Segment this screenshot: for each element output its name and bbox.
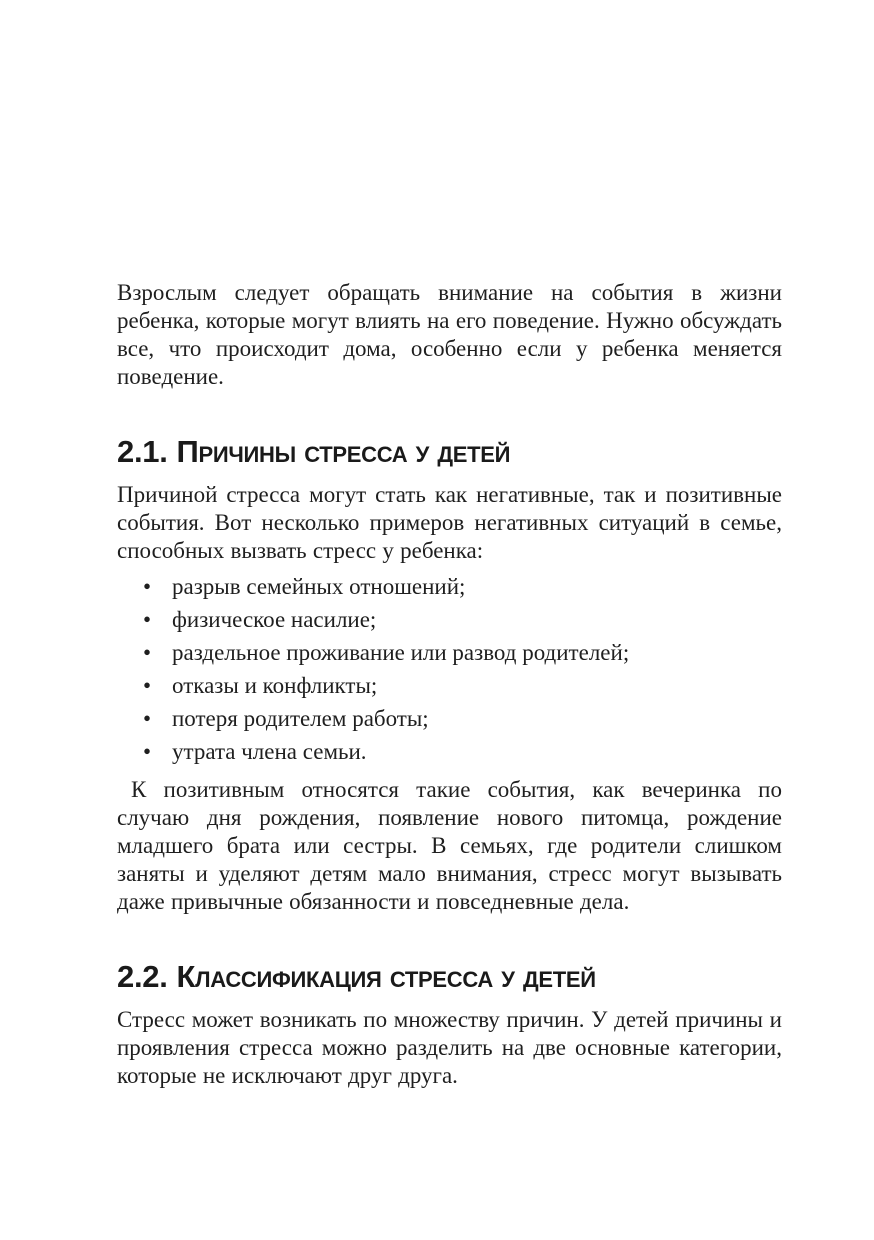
section-title: Причины стресса у детей <box>176 434 511 469</box>
section-number: 2.1. <box>117 434 168 469</box>
section-heading-2-1 <box>117 433 782 471</box>
list-item: • раздельное проживание или развод родителей; <box>117 639 782 667</box>
section-number: 2.2. <box>117 959 168 994</box>
section-heading-2-2 <box>117 958 782 996</box>
positive-events-paragraph: К позитивным относятся такие события, как вечеринка по случаю дня рождения, появление нового питомца, рождение младшего брата или сестры. В семьях, где родители слишком заняты и уделяют детям мало внимания, стресс могут вызывать даже привычные обязанности и повседневные дела. <box>117 777 782 914</box>
list-item: • физическое насилие; <box>117 606 782 634</box>
section-2-2-intro-paragraph: Стресс может возникать по множеству причин. У детей причины и проявления стресса можно разделить на две основные категории, которые не исключают друг друга. <box>117 1007 782 1088</box>
section-title: Классификация стресса у детей <box>176 959 596 994</box>
stress-causes-list <box>117 573 782 766</box>
text-column <box>117 279 782 1090</box>
section-2-1-intro-paragraph: Причиной стресса могут стать как негативные, так и позитивные события. Вот несколько примеров негативных ситуаций в семье, способных вызвать стресс у ребенка: <box>117 482 782 563</box>
list-item: • отказы и конфликты; <box>117 672 782 700</box>
list-item: • разрыв семейных отношений; <box>117 573 782 601</box>
list-item: • утрата члена семьи. <box>117 738 782 766</box>
list-item: • потеря родителем работы; <box>117 705 782 733</box>
intro-paragraph: Взрослым следует обращать внимание на события в жизни ребенка, которые могут влиять на его поведение. Нужно обсуждать все, что происходит дома, особенно если у ребенка меняется поведение. <box>117 280 782 389</box>
